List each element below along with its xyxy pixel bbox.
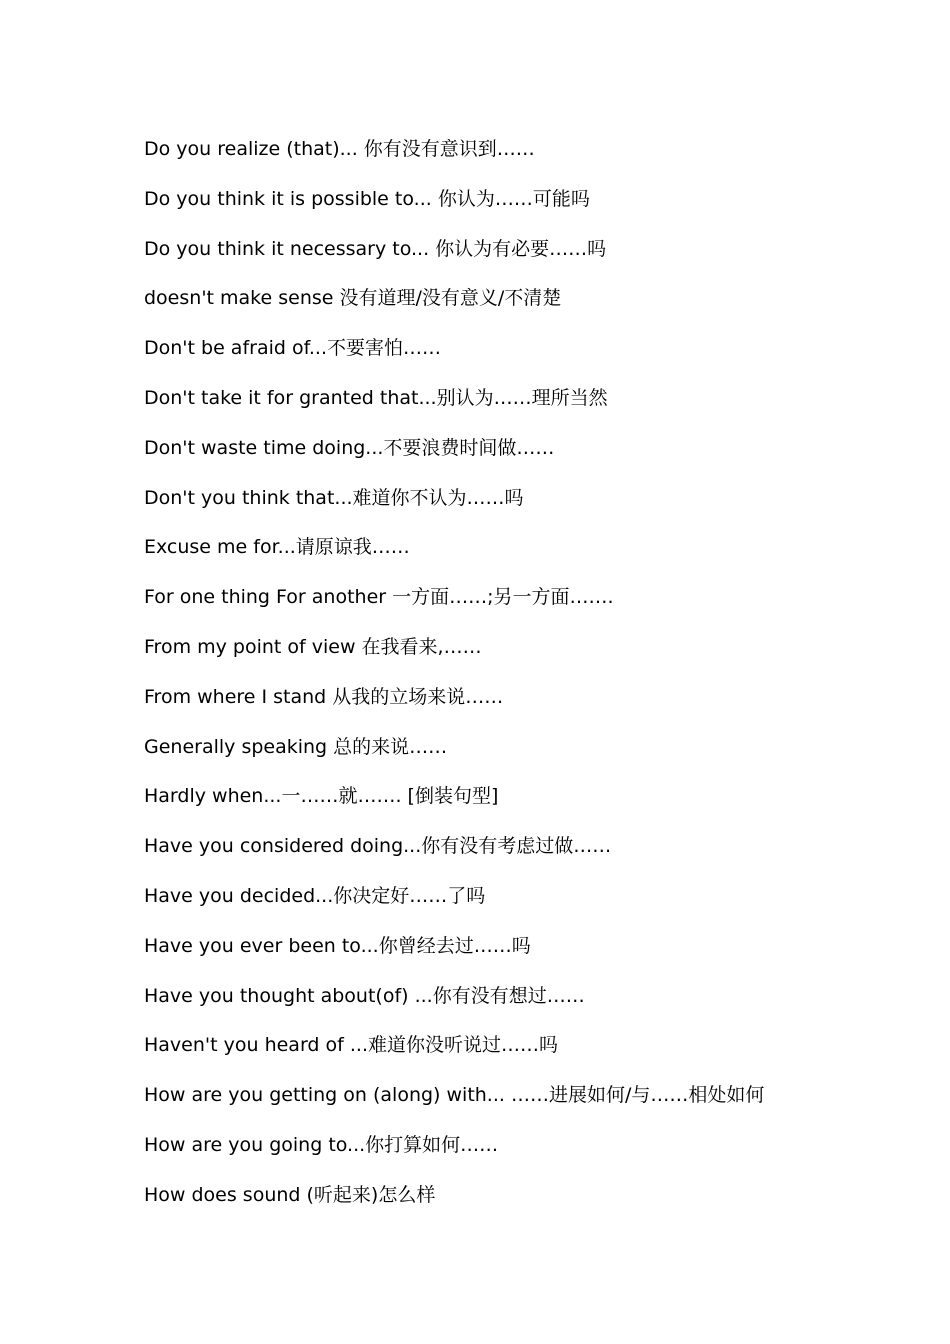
phrase-item: Do you realize (that)... 你有没有意识到……: [144, 138, 535, 160]
phrase-item: How are you getting on (along) with... ……进展如何/与……相处如何: [144, 1084, 765, 1107]
phrase-item: doesn't make sense 没有道理/没有意义/不清楚: [144, 287, 562, 310]
phrase-item: From my point of view 在我看来,……: [144, 635, 482, 658]
phrase-item: Have you ever been to...你曾经去过……吗: [144, 934, 531, 957]
phrase-item: Do you think it necessary to... 你认为有必要……吗: [144, 237, 607, 260]
phrase-item: From where I stand 从我的立场来说……: [144, 685, 504, 708]
phrase-item: Don't waste time doing...不要浪费时间做……: [144, 436, 555, 459]
phrase-item: Do you think it is possible to... 你认为……可能吗: [144, 187, 590, 210]
phrase-item: Don't take it for granted that...别认为……理所当然: [144, 386, 608, 409]
phrase-item: Have you considered doing...你有没有考虑过做……: [144, 835, 612, 858]
phrase-item: Have you decided...你决定好……了吗: [144, 884, 486, 907]
phrase-item: For one thing For another 一方面……;另一方面…….: [144, 586, 614, 609]
phrase-list: [144, 133, 764, 1229]
phrase-item: Have you thought about(of) ...你有没有想过……: [144, 984, 585, 1007]
phrase-item: Generally speaking 总的来说……: [144, 735, 448, 758]
phrase-item: Excuse me for...请原谅我……: [144, 536, 410, 559]
phrase-item: How does sound (听起来)怎么样: [144, 1183, 436, 1206]
phrase-item: Hardly when...一……就……. [倒装句型]: [144, 785, 499, 808]
phrase-item: How are you going to...你打算如何……: [144, 1133, 499, 1156]
phrase-item: Haven't you heard of ...难道你没听说过……吗: [144, 1034, 558, 1057]
phrase-item: Don't be afraid of...不要害怕……: [144, 337, 442, 360]
phrase-item: Don't you think that...难道你不认为……吗: [144, 486, 524, 509]
